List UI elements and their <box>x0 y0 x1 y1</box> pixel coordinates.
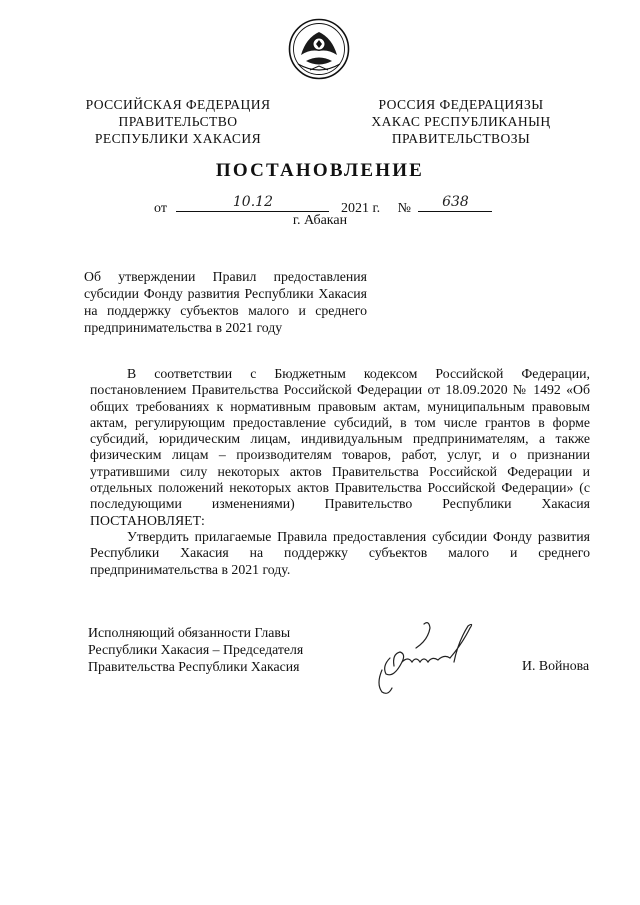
number-sign: № <box>397 201 411 216</box>
header-left <box>62 96 294 147</box>
signatory-name: И. Войнова <box>522 658 590 673</box>
date-prefix: от <box>154 201 167 216</box>
document-body <box>90 366 590 578</box>
body-paragraph: В соответствии с Бюджетным кодексом Российской Федерации, постановлением Правительства Российской Федерации от 18.09.2020 № 1492 «Об общих требованиях к нормативным правовым актам, муниципальным правовым актам, регулирующим предоставление субсидий, в том числе грантов в форме субсидий, юридическим лицам, индивидуальным предпринимателям, а также физическим лицам – производителям товаров, работ, услуг, и о признании утратившими силу некоторых актов Правительства Российской Федерации и отдельных положений некоторых актов Правительства Российской Федерации» (с последующими изменениями) Правительство Республики Хакасия ПОСТАНОВЛЯЕТ: <box>90 366 590 528</box>
handwritten-date: 10.12 <box>232 194 273 210</box>
signatory-line: Республики Хакасия – Председателя <box>88 642 304 657</box>
header-right-line: РОССИЯ ФЕДЕРАЦИЯЗЫ <box>378 97 544 112</box>
number-blank <box>418 194 492 212</box>
signatory-line: Исполняющий обязанности Главы <box>88 625 291 640</box>
coat-of-arms-emblem <box>288 18 350 80</box>
handwritten-number: 638 <box>442 194 469 210</box>
signatory-position <box>88 624 303 675</box>
header-left-line: РОССИЙСКАЯ ФЕДЕРАЦИЯ <box>85 97 271 112</box>
header-right-line: ХАКАС РЕСПУБЛИКАНЫҢ <box>371 114 551 129</box>
date-blank <box>176 194 329 212</box>
body-paragraph: Утвердить прилагаемые Правила предоставления субсидии Фонду развития Республики Хакасия на поддержку субъектов малого и среднего предпринимательства в 2021 году. <box>90 528 590 577</box>
document-subject: Об утверждении Правил предоставления субсидии Фонду развития Республики Хакасия на поддержку субъектов малого и среднего предпринимательства в 2021 году <box>84 269 367 335</box>
date-year: 2021 г. <box>340 201 381 216</box>
document-title: ПОСТАНОВЛЕНИЕ <box>215 160 425 181</box>
header-left-line: РЕСПУБЛИКИ ХАКАСИЯ <box>94 131 262 146</box>
city: г. Абакан <box>292 213 348 228</box>
signatory-line: Правительства Республики Хакасия <box>88 659 300 674</box>
header-left-line: ПРАВИТЕЛЬСТВО <box>118 114 238 129</box>
header-right-line: ПРАВИТЕЛЬСТВОЗЫ <box>391 131 531 146</box>
handwritten-signature <box>372 618 482 698</box>
header-right <box>346 96 576 147</box>
